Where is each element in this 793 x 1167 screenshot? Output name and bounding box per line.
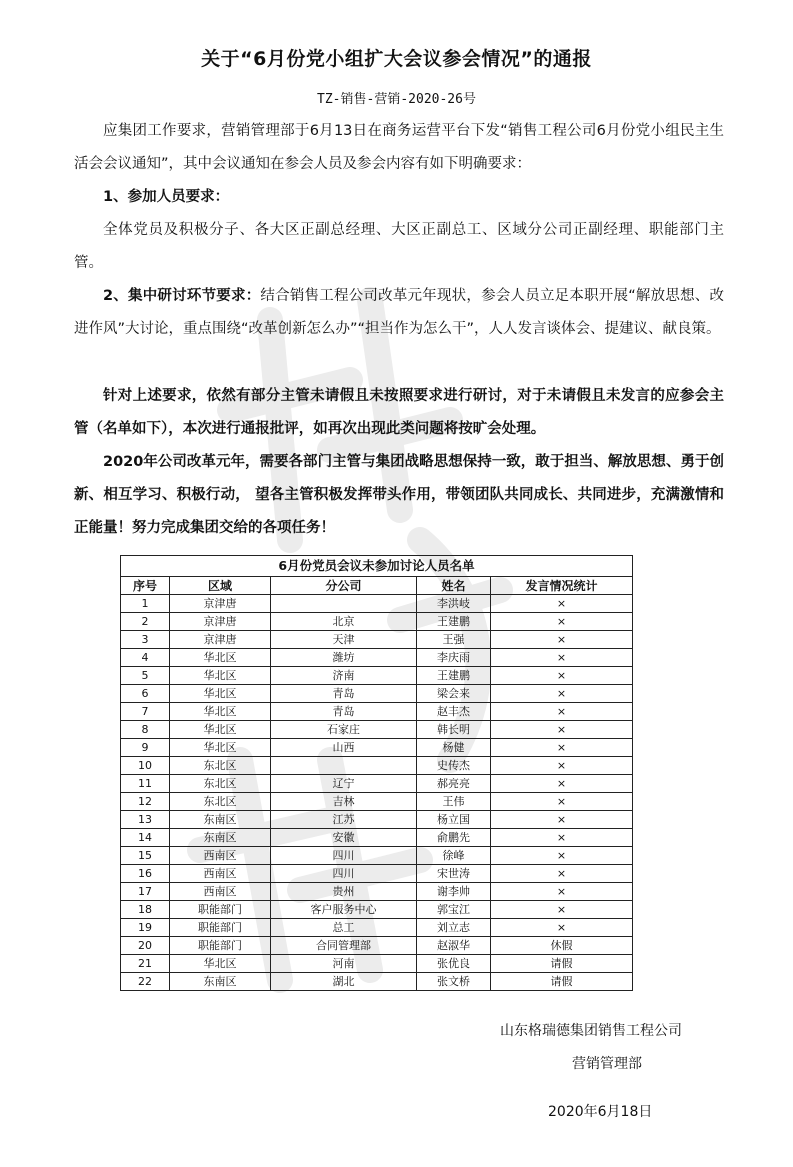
- row-region: 京津唐: [170, 631, 271, 649]
- row-speech-status: ×: [491, 793, 633, 811]
- row-name: 王伟: [417, 793, 491, 811]
- row-speech-status: ×: [491, 613, 633, 631]
- row-branch: 北京: [271, 613, 417, 631]
- requirement-1-heading: 1、参加人员要求：: [103, 189, 230, 205]
- signature-date: 2020年6月18日: [548, 1104, 653, 1120]
- row-branch: 四川: [271, 847, 417, 865]
- row-index: 3: [121, 631, 170, 649]
- row-index: 19: [121, 919, 170, 937]
- table-row: [121, 883, 633, 901]
- signature-company: 山东格瑞德集团销售工程公司: [500, 1023, 682, 1039]
- row-index: 15: [121, 847, 170, 865]
- requirement-1-body: 全体党员及积极分子、各大区正副总经理、大区正副总工、区域分公司正副经理、职能部门主管。: [74, 222, 724, 271]
- header-region: 区域: [170, 577, 271, 595]
- row-name: 徐峰: [417, 847, 491, 865]
- row-name: 王强: [417, 631, 491, 649]
- row-speech-status: 请假: [491, 973, 633, 991]
- row-branch: 总工: [271, 919, 417, 937]
- row-region: 东南区: [170, 811, 271, 829]
- row-index: 17: [121, 883, 170, 901]
- row-region: 东南区: [170, 829, 271, 847]
- row-name: 杨健: [417, 739, 491, 757]
- row-speech-status: ×: [491, 847, 633, 865]
- table-row: [121, 847, 633, 865]
- row-speech-status: ×: [491, 685, 633, 703]
- row-index: 4: [121, 649, 170, 667]
- row-branch: 河南: [271, 955, 417, 973]
- row-index: 11: [121, 775, 170, 793]
- row-branch: [271, 595, 417, 613]
- row-region: 西南区: [170, 847, 271, 865]
- table-row: [121, 631, 633, 649]
- row-index: 20: [121, 937, 170, 955]
- row-branch: 湖北: [271, 973, 417, 991]
- row-region: 华北区: [170, 703, 271, 721]
- table-row: [121, 811, 633, 829]
- row-name: 王建鹏: [417, 667, 491, 685]
- table-row: [121, 685, 633, 703]
- requirement-2-heading: 2、集中研讨环节要求：: [103, 288, 261, 304]
- row-branch: 江苏: [271, 811, 417, 829]
- table-row: [121, 829, 633, 847]
- row-branch: 天津: [271, 631, 417, 649]
- row-region: 东南区: [170, 973, 271, 991]
- table-row: [121, 919, 633, 937]
- row-branch: 安徽: [271, 829, 417, 847]
- absent-members-table: [120, 555, 633, 991]
- row-name: 梁会来: [417, 685, 491, 703]
- table-row: [121, 595, 633, 613]
- row-region: 职能部门: [170, 937, 271, 955]
- row-index: 16: [121, 865, 170, 883]
- row-branch: 石家庄: [271, 721, 417, 739]
- row-name: 谢李帅: [417, 883, 491, 901]
- row-branch: 四川: [271, 865, 417, 883]
- header-name: 姓名: [417, 577, 491, 595]
- row-speech-status: ×: [491, 721, 633, 739]
- table-row: [121, 937, 633, 955]
- table-row: [121, 793, 633, 811]
- row-name: 张文桥: [417, 973, 491, 991]
- document-title: 关于“6月份党小组扩大会议参会情况”的通报: [201, 48, 592, 70]
- row-branch: 合同管理部: [271, 937, 417, 955]
- row-speech-status: ×: [491, 883, 633, 901]
- header-branch: 分公司: [271, 577, 417, 595]
- row-branch: 青岛: [271, 703, 417, 721]
- table-row: [121, 721, 633, 739]
- row-speech-status: ×: [491, 667, 633, 685]
- row-branch: 济南: [271, 667, 417, 685]
- row-region: 华北区: [170, 667, 271, 685]
- table-row: [121, 703, 633, 721]
- table-caption: 6月份党员会议未参加讨论人员名单: [121, 556, 633, 577]
- row-region: 京津唐: [170, 613, 271, 631]
- row-name: 王建鹏: [417, 613, 491, 631]
- table-row: [121, 757, 633, 775]
- row-region: 京津唐: [170, 595, 271, 613]
- intro-paragraph: 应集团工作要求，营销管理部于6月13日在商务运营平台下发“销售工程公司6月份党小组民主生活会会议通知”，其中会议通知在参会人员及参会内容有如下明确要求：: [74, 123, 724, 172]
- row-index: 1: [121, 595, 170, 613]
- table-row: [121, 973, 633, 991]
- row-speech-status: ×: [491, 811, 633, 829]
- row-speech-status: ×: [491, 829, 633, 847]
- row-speech-status: ×: [491, 595, 633, 613]
- row-name: 张优良: [417, 955, 491, 973]
- row-index: 22: [121, 973, 170, 991]
- row-speech-status: 请假: [491, 955, 633, 973]
- row-branch: 贵州: [271, 883, 417, 901]
- row-index: 21: [121, 955, 170, 973]
- row-name: 俞鹏先: [417, 829, 491, 847]
- row-speech-status: ×: [491, 757, 633, 775]
- table-row: [121, 739, 633, 757]
- row-name: 李庆雨: [417, 649, 491, 667]
- row-name: 郝亮亮: [417, 775, 491, 793]
- row-branch: 潍坊: [271, 649, 417, 667]
- row-region: 职能部门: [170, 901, 271, 919]
- row-name: 宋世涛: [417, 865, 491, 883]
- row-index: 14: [121, 829, 170, 847]
- table-row: [121, 667, 633, 685]
- document-number: TZ-销售-营销-2020-26号: [317, 92, 476, 107]
- row-branch: 青岛: [271, 685, 417, 703]
- table-row: [121, 955, 633, 973]
- row-name: 韩长明: [417, 721, 491, 739]
- row-index: 12: [121, 793, 170, 811]
- row-speech-status: ×: [491, 919, 633, 937]
- row-region: 华北区: [170, 685, 271, 703]
- row-speech-status: ×: [491, 703, 633, 721]
- row-index: 2: [121, 613, 170, 631]
- row-index: 8: [121, 721, 170, 739]
- row-region: 华北区: [170, 721, 271, 739]
- table-row: [121, 865, 633, 883]
- row-region: 东北区: [170, 793, 271, 811]
- row-name: 史传杰: [417, 757, 491, 775]
- row-branch: [271, 757, 417, 775]
- row-name: 刘立志: [417, 919, 491, 937]
- table-row: [121, 775, 633, 793]
- row-region: 职能部门: [170, 919, 271, 937]
- header-index: 序号: [121, 577, 170, 595]
- row-name: 赵淑华: [417, 937, 491, 955]
- signature-department: 营销管理部: [572, 1056, 642, 1072]
- row-speech-status: ×: [491, 901, 633, 919]
- row-index: 5: [121, 667, 170, 685]
- row-name: 李洪岐: [417, 595, 491, 613]
- row-index: 7: [121, 703, 170, 721]
- requirement-2-body: 结合销售工程公司改革元年现状，参会人员立足本职开展“解放思想、改进作风”大讨论，重点围绕“改革创新怎么办”“担当作为怎么干”，人人发言谈体会、提建议、献良策。: [74, 288, 724, 337]
- row-index: 9: [121, 739, 170, 757]
- table-header-row: [121, 577, 633, 595]
- row-branch: 吉林: [271, 793, 417, 811]
- row-speech-status: 休假: [491, 937, 633, 955]
- row-index: 13: [121, 811, 170, 829]
- table-row: [121, 649, 633, 667]
- row-branch: 山西: [271, 739, 417, 757]
- row-branch: 客户服务中心: [271, 901, 417, 919]
- table-row: [121, 613, 633, 631]
- row-speech-status: ×: [491, 649, 633, 667]
- requirement-2-paragraph: [74, 280, 724, 346]
- row-name: 杨立国: [417, 811, 491, 829]
- row-branch: 辽宁: [271, 775, 417, 793]
- table-row: [121, 901, 633, 919]
- row-index: 6: [121, 685, 170, 703]
- row-region: 华北区: [170, 739, 271, 757]
- row-region: 东北区: [170, 775, 271, 793]
- closing-paragraph: 2020年公司改革元年，需要各部门主管与集团战略思想保持一致，敢于担当、解放思想、勇于创新、相互学习、积极行动， 望各主管积极发挥带头作用，带领团队共同成长、共同进步，充满激情和正能量！努力完成集团交给的各项任务！: [74, 454, 724, 536]
- row-speech-status: ×: [491, 865, 633, 883]
- row-speech-status: ×: [491, 775, 633, 793]
- row-region: 华北区: [170, 649, 271, 667]
- row-index: 10: [121, 757, 170, 775]
- row-speech-status: ×: [491, 739, 633, 757]
- row-region: 东北区: [170, 757, 271, 775]
- row-region: 西南区: [170, 883, 271, 901]
- row-name: 赵丰杰: [417, 703, 491, 721]
- row-name: 郭宝江: [417, 901, 491, 919]
- row-region: 西南区: [170, 865, 271, 883]
- header-speech-status: 发言情况统计: [491, 577, 633, 595]
- row-region: 华北区: [170, 955, 271, 973]
- row-index: 18: [121, 901, 170, 919]
- row-speech-status: ×: [491, 631, 633, 649]
- notice-paragraph: 针对上述要求，依然有部分主管未请假且未按照要求进行研讨，对于未请假且未发言的应参会主管（名单如下），本次进行通报批评，如再次出现此类问题将按旷会处理。: [74, 388, 724, 437]
